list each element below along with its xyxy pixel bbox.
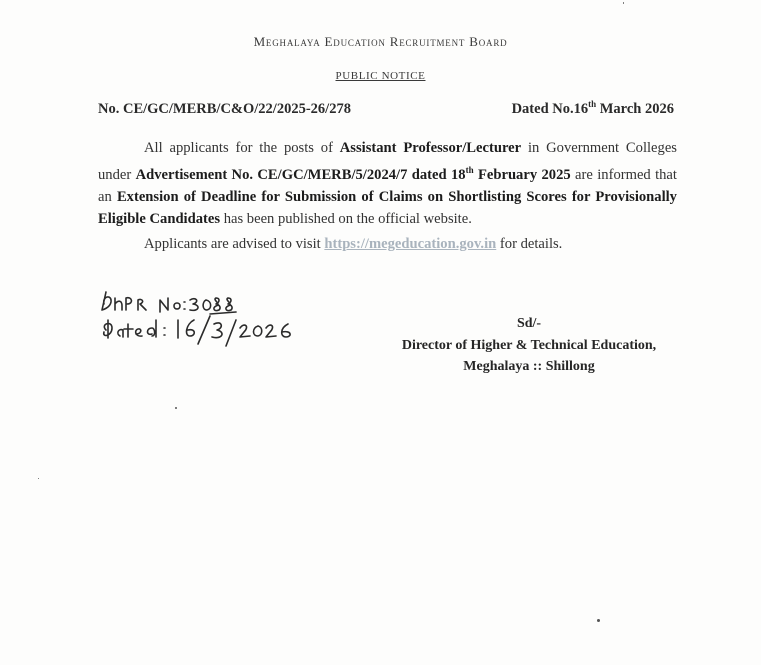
- board-title: Meghalaya Education Recruitment Board: [253, 34, 508, 49]
- website-link[interactable]: https://megeducation.gov.in: [324, 236, 497, 252]
- scan-speck: [38, 478, 39, 479]
- visit-paragraph: Applicants are advised to visit https://megeducation.gov.in for details.: [144, 236, 563, 252]
- handwritten-receipt-note: [98, 290, 328, 380]
- notice-body: [98, 137, 677, 230]
- signatory-title: Director of Higher & Technical Education,: [401, 338, 657, 353]
- scan-speck: [597, 619, 600, 622]
- reference-number: No. CE/GC/MERB/C&O/22/2025-26/278: [98, 100, 351, 117]
- notice-title: PUBLIC NOTICE: [335, 70, 426, 82]
- scan-speck: [175, 407, 177, 409]
- signature-block: [384, 313, 674, 377]
- reference-row: [98, 99, 674, 118]
- reference-date: Dated No.16th March 2026: [511, 99, 674, 117]
- notice-paragraph: All applicants for the posts of Assistant Professor/Lecturer in Government Colleges under Advertisement No. CE/GC/MERB/5/2024/7 dated 18th February 2025 are informed that an Extension of Deadline for Submission of Claims on Shortlisting Scores for Provisionally Eligible Candidates has been published on the official website.: [98, 140, 677, 227]
- scan-speck: [623, 2, 624, 4]
- signature-sd: Sd/-: [516, 316, 542, 331]
- signatory-location: Meghalaya :: Shillong: [463, 359, 595, 374]
